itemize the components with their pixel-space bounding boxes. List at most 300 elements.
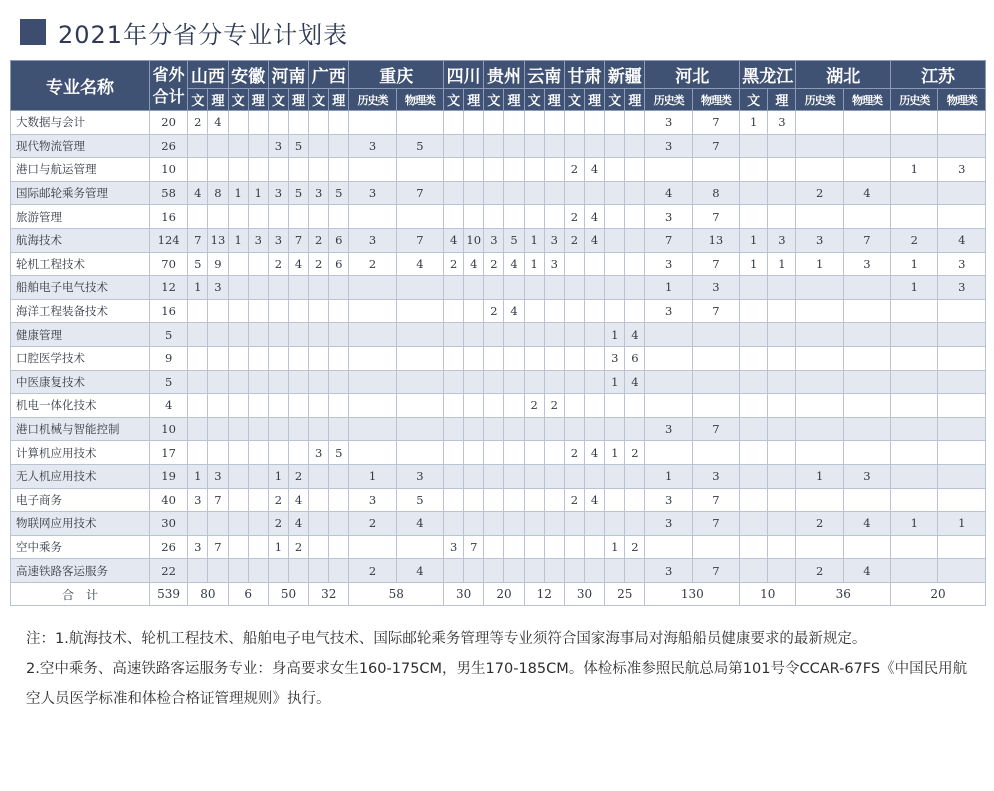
quota-cell (188, 158, 208, 182)
quota-cell (740, 205, 768, 229)
table-row (11, 228, 986, 252)
quota-cell (484, 370, 504, 394)
quota-cell (564, 276, 584, 300)
quota-cell (484, 417, 504, 441)
quota-cell (585, 417, 605, 441)
quota-cell (524, 323, 544, 347)
quota-cell (938, 205, 986, 229)
quota-cell (288, 441, 308, 465)
table-row (11, 323, 986, 347)
quota-cell: 1 (740, 252, 768, 276)
quota-cell: 7 (692, 299, 739, 323)
quota-cell (891, 394, 938, 418)
quota-cell (544, 111, 564, 135)
quota-cell (504, 181, 524, 205)
quota-cell: 7 (396, 228, 443, 252)
quota-cell: 5 (329, 181, 349, 205)
quota-cell: 2 (564, 228, 584, 252)
quota-cell (228, 441, 248, 465)
quota-cell (228, 111, 248, 135)
quota-cell (692, 323, 739, 347)
row-total: 9 (149, 346, 187, 370)
quota-cell (524, 205, 544, 229)
quota-cell (228, 205, 248, 229)
quota-cell (309, 299, 329, 323)
quota-cell (938, 181, 986, 205)
quota-cell (329, 323, 349, 347)
subject-header: 理 (464, 89, 484, 111)
quota-cell (891, 441, 938, 465)
quota-cell (524, 512, 544, 536)
quota-cell (843, 535, 890, 559)
quota-cell (444, 111, 464, 135)
quota-cell (938, 111, 986, 135)
quota-cell: 3 (768, 111, 796, 135)
quota-cell (309, 512, 329, 536)
quota-cell (309, 488, 329, 512)
province-header: 重庆 (349, 61, 444, 89)
quota-cell: 1 (605, 441, 625, 465)
quota-cell (464, 559, 484, 583)
quota-cell (740, 441, 768, 465)
table-row (11, 370, 986, 394)
table-row (11, 394, 986, 418)
quota-cell (524, 559, 544, 583)
province-total: 6 (228, 582, 268, 606)
quota-cell: 4 (843, 512, 890, 536)
quota-cell (564, 512, 584, 536)
subject-header: 文 (524, 89, 544, 111)
province-total: 36 (796, 582, 891, 606)
table-row (11, 252, 986, 276)
province-header: 湖北 (796, 61, 891, 89)
quota-cell (309, 535, 329, 559)
subject-header: 历史类 (645, 89, 692, 111)
quota-cell (504, 535, 524, 559)
quota-cell: 2 (268, 252, 288, 276)
quota-cell (605, 134, 625, 158)
quota-cell (484, 394, 504, 418)
province-header: 云南 (524, 61, 564, 89)
quota-cell (768, 394, 796, 418)
quota-cell (692, 346, 739, 370)
quota-cell (208, 299, 228, 323)
row-total: 12 (149, 276, 187, 300)
quota-cell: 2 (444, 252, 464, 276)
major-name: 现代物流管理 (11, 134, 150, 158)
major-name: 轮机工程技术 (11, 252, 150, 276)
quota-cell: 7 (645, 228, 692, 252)
quota-cell (248, 346, 268, 370)
quota-cell (768, 323, 796, 347)
quota-cell (524, 158, 544, 182)
quota-cell (645, 441, 692, 465)
province-header: 河南 (268, 61, 308, 89)
quota-cell (464, 488, 484, 512)
table-row (11, 346, 986, 370)
quota-cell: 3 (645, 512, 692, 536)
table-row (11, 158, 986, 182)
quota-cell (564, 181, 584, 205)
quota-cell: 4 (585, 205, 605, 229)
quota-cell (444, 299, 464, 323)
major-name: 船舶电子电气技术 (11, 276, 150, 300)
subject-header: 文 (605, 89, 625, 111)
quota-cell: 5 (396, 488, 443, 512)
quota-cell (396, 205, 443, 229)
quota-cell: 8 (208, 181, 228, 205)
quota-cell (228, 394, 248, 418)
quota-cell: 7 (692, 417, 739, 441)
quota-cell (309, 346, 329, 370)
total-header (149, 61, 187, 111)
quota-cell (891, 535, 938, 559)
row-total: 17 (149, 441, 187, 465)
quota-cell (444, 323, 464, 347)
quota-cell (843, 276, 890, 300)
quota-cell (248, 158, 268, 182)
subject-header: 物理类 (843, 89, 890, 111)
quota-cell (464, 181, 484, 205)
quota-cell (938, 559, 986, 583)
quota-cell (544, 205, 564, 229)
table-row (11, 464, 986, 488)
quota-cell: 1 (188, 276, 208, 300)
quota-cell (228, 134, 248, 158)
quota-cell (524, 299, 544, 323)
quota-cell (329, 134, 349, 158)
quota-cell: 1 (891, 158, 938, 182)
quota-cell (208, 346, 228, 370)
row-total: 26 (149, 134, 187, 158)
quota-cell: 4 (645, 181, 692, 205)
quota-cell: 2 (625, 441, 645, 465)
quota-cell (504, 346, 524, 370)
quota-cell (625, 181, 645, 205)
quota-cell (796, 394, 843, 418)
quota-cell (768, 276, 796, 300)
subject-header: 文 (444, 89, 464, 111)
quota-cell (228, 252, 248, 276)
major-name: 空中乘务 (11, 535, 150, 559)
quota-cell (309, 134, 329, 158)
quota-cell (796, 158, 843, 182)
province-total: 80 (188, 582, 228, 606)
quota-cell (268, 299, 288, 323)
quota-cell (396, 370, 443, 394)
province-total: 30 (444, 582, 484, 606)
quota-cell (444, 181, 464, 205)
quota-cell (585, 276, 605, 300)
quota-cell: 9 (208, 252, 228, 276)
quota-cell (524, 535, 544, 559)
quota-cell (938, 535, 986, 559)
quota-cell: 4 (464, 252, 484, 276)
province-total: 12 (524, 582, 564, 606)
quota-cell: 5 (288, 181, 308, 205)
quota-cell (625, 394, 645, 418)
quota-cell: 7 (692, 111, 739, 135)
quota-cell: 5 (329, 441, 349, 465)
province-header: 广西 (309, 61, 349, 89)
quota-cell (208, 512, 228, 536)
quota-cell: 4 (288, 252, 308, 276)
quota-cell (444, 559, 464, 583)
quota-cell: 1 (248, 181, 268, 205)
quota-cell (248, 488, 268, 512)
quota-cell: 5 (188, 252, 208, 276)
quota-cell: 3 (349, 228, 396, 252)
quota-cell: 4 (288, 488, 308, 512)
major-name: 物联网应用技术 (11, 512, 150, 536)
table-row (11, 559, 986, 583)
quota-cell (444, 205, 464, 229)
quota-cell (544, 346, 564, 370)
quota-cell: 1 (796, 464, 843, 488)
quota-cell (248, 370, 268, 394)
quota-cell: 1 (524, 228, 544, 252)
quota-cell: 3 (396, 464, 443, 488)
quota-cell (228, 276, 248, 300)
quota-cell (464, 111, 484, 135)
quota-cell (891, 299, 938, 323)
quota-cell: 3 (938, 252, 986, 276)
quota-cell (288, 370, 308, 394)
quota-cell: 7 (208, 488, 228, 512)
quota-cell (484, 441, 504, 465)
quota-cell (524, 111, 544, 135)
row-total: 58 (149, 181, 187, 205)
row-total: 5 (149, 323, 187, 347)
row-total: 19 (149, 464, 187, 488)
subject-header: 历史类 (349, 89, 396, 111)
quota-cell (268, 346, 288, 370)
quota-cell (188, 323, 208, 347)
quota-cell (891, 205, 938, 229)
quota-cell (544, 464, 564, 488)
quota-cell (309, 158, 329, 182)
quota-cell (309, 111, 329, 135)
quota-cell (228, 559, 248, 583)
quota-cell (740, 394, 768, 418)
subject-header: 理 (248, 89, 268, 111)
subject-header: 理 (288, 89, 308, 111)
quota-cell (329, 559, 349, 583)
quota-cell (504, 559, 524, 583)
subject-header: 文 (564, 89, 584, 111)
quota-cell (625, 512, 645, 536)
quota-cell (349, 158, 396, 182)
table-row (11, 441, 986, 465)
quota-cell: 1 (938, 512, 986, 536)
province-total: 10 (740, 582, 796, 606)
quota-cell (349, 370, 396, 394)
subject-header: 历史类 (796, 89, 843, 111)
quota-cell (938, 464, 986, 488)
province-total: 20 (891, 582, 986, 606)
quota-cell (444, 158, 464, 182)
quota-cell: 4 (396, 559, 443, 583)
quota-cell (288, 346, 308, 370)
quota-cell (504, 111, 524, 135)
quota-cell (444, 134, 464, 158)
quota-cell (188, 417, 208, 441)
quota-cell (396, 346, 443, 370)
quota-cell (228, 488, 248, 512)
quota-cell (188, 346, 208, 370)
quota-cell (564, 535, 584, 559)
quota-cell: 2 (484, 299, 504, 323)
quota-cell: 7 (843, 228, 890, 252)
quota-cell (796, 134, 843, 158)
quota-cell (504, 417, 524, 441)
quota-cell: 1 (268, 464, 288, 488)
quota-cell: 1 (228, 181, 248, 205)
quota-cell: 3 (938, 158, 986, 182)
title-bar (20, 14, 348, 50)
quota-cell (484, 323, 504, 347)
quota-cell (524, 346, 544, 370)
quota-cell: 3 (645, 417, 692, 441)
quota-cell (208, 205, 228, 229)
quota-cell: 3 (208, 276, 228, 300)
quota-cell: 3 (938, 276, 986, 300)
quota-cell (228, 370, 248, 394)
major-name: 电子商务 (11, 488, 150, 512)
quota-cell (188, 134, 208, 158)
quota-cell (484, 134, 504, 158)
quota-cell (464, 512, 484, 536)
quota-cell (248, 441, 268, 465)
quota-cell (524, 441, 544, 465)
subject-header: 理 (768, 89, 796, 111)
quota-cell (938, 441, 986, 465)
sum-row (11, 582, 986, 606)
quota-cell (228, 158, 248, 182)
quota-cell (585, 559, 605, 583)
quota-cell (625, 205, 645, 229)
quota-cell (309, 417, 329, 441)
quota-cell (891, 488, 938, 512)
quota-cell (188, 299, 208, 323)
quota-cell (309, 370, 329, 394)
quota-cell (464, 158, 484, 182)
quota-cell (268, 370, 288, 394)
quota-cell (938, 488, 986, 512)
quota-cell: 6 (329, 252, 349, 276)
quota-cell: 3 (208, 464, 228, 488)
quota-cell (329, 111, 349, 135)
quota-cell: 2 (349, 512, 396, 536)
quota-cell: 1 (740, 111, 768, 135)
quota-cell (891, 417, 938, 441)
quota-cell (544, 512, 564, 536)
quota-cell (605, 299, 625, 323)
quota-cell (464, 370, 484, 394)
row-total: 5 (149, 370, 187, 394)
quota-cell (504, 394, 524, 418)
quota-cell (444, 276, 464, 300)
province-total: 30 (564, 582, 604, 606)
quota-cell (288, 323, 308, 347)
quota-cell (504, 158, 524, 182)
table-row (11, 299, 986, 323)
quota-cell (625, 228, 645, 252)
quota-cell (564, 346, 584, 370)
quota-cell: 3 (349, 488, 396, 512)
quota-cell (544, 276, 564, 300)
quota-cell (891, 559, 938, 583)
quota-cell: 3 (605, 346, 625, 370)
quota-cell (768, 535, 796, 559)
quota-cell (248, 464, 268, 488)
quota-cell (796, 346, 843, 370)
quota-cell (309, 559, 329, 583)
title-square-icon (20, 19, 46, 45)
quota-cell (585, 111, 605, 135)
quota-cell (564, 370, 584, 394)
note-1: 注：1.航海技术、轮机工程技术、船舶电子电气技术、国际邮轮乘务管理等专业须符合国家海事局对海船船员健康要求的最新规定。 (26, 631, 867, 647)
quota-cell (796, 299, 843, 323)
quota-cell (268, 417, 288, 441)
quota-cell: 4 (625, 370, 645, 394)
quota-cell (444, 488, 464, 512)
quota-cell (796, 276, 843, 300)
quota-cell (268, 441, 288, 465)
major-name: 大数据与会计 (11, 111, 150, 135)
quota-cell: 4 (585, 488, 605, 512)
quota-cell: 7 (692, 252, 739, 276)
quota-cell (544, 559, 564, 583)
subject-header: 文 (484, 89, 504, 111)
quota-cell (544, 134, 564, 158)
quota-cell (464, 134, 484, 158)
subject-header: 理 (625, 89, 645, 111)
quota-cell: 7 (188, 228, 208, 252)
quota-cell (484, 181, 504, 205)
quota-cell (484, 535, 504, 559)
major-name: 国际邮轮乘务管理 (11, 181, 150, 205)
quota-cell: 1 (891, 276, 938, 300)
quota-cell (268, 394, 288, 418)
quota-cell: 2 (564, 488, 584, 512)
quota-cell (768, 299, 796, 323)
quota-cell (484, 464, 504, 488)
quota-cell (740, 512, 768, 536)
table-row (11, 488, 986, 512)
quota-cell: 3 (645, 111, 692, 135)
quota-cell: 4 (396, 512, 443, 536)
row-total: 30 (149, 512, 187, 536)
quota-cell (464, 441, 484, 465)
quota-cell (484, 488, 504, 512)
major-name: 口腔医学技术 (11, 346, 150, 370)
quota-cell (396, 441, 443, 465)
quota-cell (564, 417, 584, 441)
table-row (11, 276, 986, 300)
quota-cell (645, 323, 692, 347)
quota-cell (504, 276, 524, 300)
quota-cell: 2 (288, 535, 308, 559)
subject-header: 文 (268, 89, 288, 111)
quota-cell (524, 417, 544, 441)
quota-cell (605, 228, 625, 252)
quota-cell (843, 417, 890, 441)
quota-cell (484, 111, 504, 135)
quota-cell: 5 (396, 134, 443, 158)
quota-cell: 2 (309, 252, 329, 276)
quota-cell (396, 158, 443, 182)
